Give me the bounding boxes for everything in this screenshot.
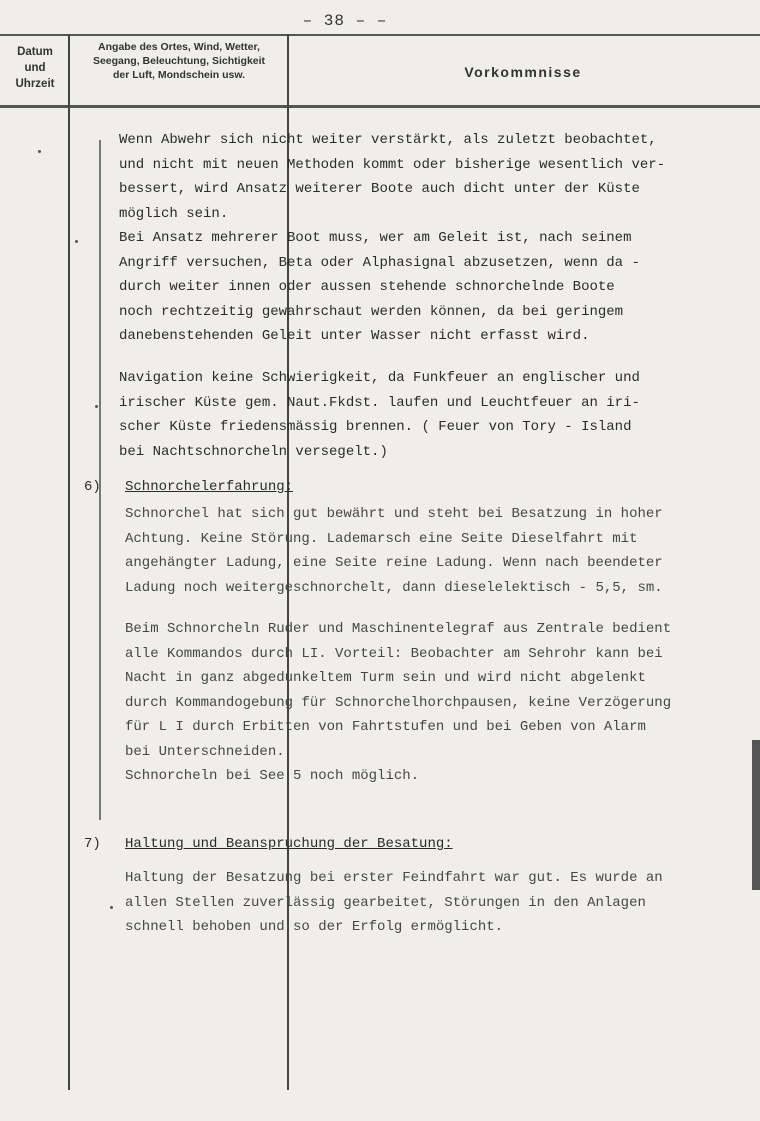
paragraph-snorkel-command: Beim Schnorcheln Ruder und Maschinentelegraf aus Zentrale bedient alle Kommandos durch LI. Vorteil: Beobachter am Sehrohr kann bei Nacht in ganz abgedunkeltem Turm sein und wird nicht abgelenkt durch Kommandogebung für Schnorchelhorchpausen, keine Verzögerung für L I durch Erbitten von Fahrtstufen und bei Geben von Alarm bei Unterschneiden. Schnorcheln bei See 5 noch möglich. [125, 621, 672, 784]
paragraph-defense: Wenn Abwehr sich nicht weiter verstärkt, als zuletzt beobachtet, und nicht mit neuen Methoden kommt oder bisherige wesentlich ver- bessert, wird Ansatz weiterer Boote auch dicht unter der Küste möglich sein. Bei Ansatz mehrerer Boot muss, wer am Geleit ist, nach seinem Angriff versuchen, Beta oder Alphasignal abzusetzen, wenn da - durch weiter innen oder aussen stehende schnorchelnde Boote noch rechtzeitig gewahrschaut werden können, da bei geringem danebenstehenden Geleit unter Wasser nicht erfasst wird. [119, 132, 666, 344]
edge-tab [752, 740, 760, 890]
paragraph-navigation: Navigation keine Schwierigkeit, da Funkfeuer an englischer und irischer Küste gem. Naut.Fkdst. laufen und Leuchtfeuer an iri- scher Küste friedensmässig brennen. ( Feuer von Tory - Island bei Nachtschnorcheln versegelt.) [119, 370, 640, 460]
margin-dot [95, 405, 98, 408]
section-7-number: 7) [84, 836, 101, 852]
paragraph-snorkel-experience: Schnorchel hat sich gut bewährt und steht bei Besatzung in hoher Achtung. Keine Störung. Lademarsch eine Seite Dieselfahrt mit angehängter Ladung, eine Seite reine Ladung. Wenn nach beendeter Ladung noch weitergeschnorchelt, dann dieselelektisch - 5,5, sm. [125, 506, 663, 596]
paragraph-crew-conduct: Haltung der Besatzung bei erster Feindfahrt war gut. Es wurde an allen Stellen zuverlässig gearbeitet, Störungen in den Anlagen schnell behoben und so der Erfolg ermöglicht. [125, 870, 663, 935]
header-events: Vorkommnisse [464, 64, 582, 80]
header-place-weather: Angabe des Ortes, Wind, Wetter, Seegang, Beleuchtung, Sichtigkeit der Luft, Mondschein usw. [92, 41, 266, 81]
margin-dot [75, 240, 78, 243]
page-number: – 38 – – [302, 12, 388, 30]
header-date-time: Datum und Uhrzeit [15, 46, 55, 90]
margin-dot [110, 906, 113, 909]
section-6-number: 6) [84, 479, 101, 495]
section-7-title: Haltung und Beanspruchung der Besatung: [125, 836, 453, 852]
section-6-title: Schnorchelerfahrung: [125, 479, 294, 495]
margin-dot [38, 150, 41, 153]
